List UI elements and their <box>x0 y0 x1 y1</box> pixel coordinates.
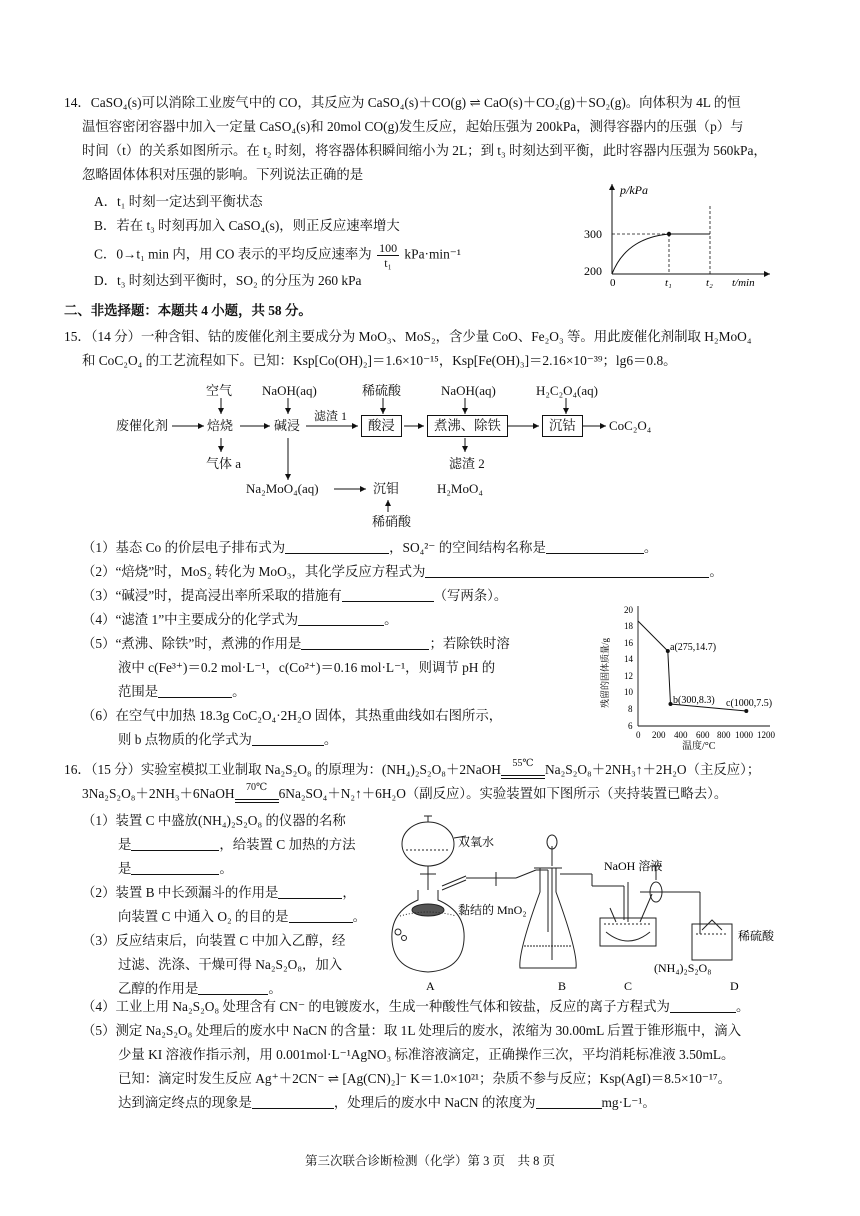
flow-product-coc2o4: CoC₂O₄ <box>609 418 652 433</box>
q16-sub-3-text-b: 。 <box>268 981 282 996</box>
q15-sub-3-text-b: （写两条）。 <box>433 588 508 603</box>
apparatus-b <box>520 835 624 968</box>
tg-ytick-14: 14 <box>624 654 633 664</box>
q16-sub-2-blank-2[interactable] <box>289 909 353 923</box>
q15-sub-6-text-b: 。 <box>323 732 338 747</box>
q16-sub-1-text-a: 是 <box>118 837 132 852</box>
q16-condition-70-text: 70℃ <box>245 782 268 793</box>
label-acid: 稀硫酸 <box>738 929 775 943</box>
tg-ytick-16: 16 <box>624 638 633 648</box>
q14-x-tick-0: 0 <box>610 277 616 288</box>
q14-x-tick-t2: t₂ <box>706 277 713 288</box>
flow-residue-2: 滤渣 2 <box>449 456 485 471</box>
label-d: D <box>730 979 739 993</box>
q16-sub-5-line-2: 少量 KI 溶液作指示剂，用 0.001mol·L⁻¹AgNO₃ 标准溶液滴定，正确操作三次，平均消耗标准液 3.50mL。 <box>118 1047 735 1062</box>
label-naoh: NaOH 溶液 <box>604 859 663 873</box>
flow-reagent-air: 空气 <box>206 383 233 398</box>
q15-sub-1-blank-2[interactable] <box>546 540 644 554</box>
q14-fraction-numerator: 100 <box>379 241 398 255</box>
tg-xtick-600: 600 <box>696 730 710 740</box>
flow-step-mo-precip: 沉钼 <box>373 481 400 496</box>
tg-ytick-6: 6 <box>628 721 633 731</box>
q16-sub-4-text-b: 。 <box>735 999 750 1014</box>
q15-sub-6-line-1: （6）在空气中加热 18.3g CoC₂O₄·2H₂O 固体，其热重曲线如右图所示， <box>82 708 503 723</box>
tg-x-label: 温度/°C <box>682 741 716 750</box>
q16-sub-1-text-c: 是 <box>118 861 132 876</box>
flow-reagent-naoh-2: NaOH(aq) <box>441 383 496 398</box>
q15-sub-6-blank[interactable] <box>252 732 324 746</box>
q16-sub-3-blank[interactable] <box>198 981 268 995</box>
q16-stem-line-1 <box>64 758 761 779</box>
q15-sub-3-blank[interactable] <box>342 588 434 602</box>
tg-xtick-400: 400 <box>674 730 688 740</box>
tg-label-c: c(1000,7.5) <box>726 698 773 709</box>
q14-fraction-denominator: t₁ <box>384 256 392 270</box>
q15-flow-arrows <box>0 0 860 540</box>
q16-main-reaction-left: 16．（15 分）实验室模拟工业制取 Na₂S₂O₈ 的原理为：(NH₄)₂S₂O₈＋2NaOH <box>64 762 501 777</box>
q16-sub-5-line-1: （5）测定 Na₂S₂O₈ 处理后的废水中 NaCN 的含量：取 1L 处理后的废水，浓缩为 30.00mL 后置于锥形瓶中，滴入 <box>82 1023 742 1038</box>
q15-sub-5-blank-1[interactable] <box>301 636 429 650</box>
q16-condition-70 <box>235 782 279 803</box>
q16-apparatus-diagram <box>384 812 804 996</box>
tg-xtick-0: 0 <box>636 730 641 740</box>
q14-y-label: p/kPa <box>620 183 648 197</box>
q16-sub-2-blank-1[interactable] <box>278 885 342 899</box>
q15-sub-5-text-a: （5）“煮沸、除铁”时，煮沸的作用是 <box>82 636 302 651</box>
tg-point-c <box>744 709 748 713</box>
q16-stem-line-2 <box>82 782 728 803</box>
q16-sub-5-line-3: 已知：滴定时发生反应 Ag⁺＋2CN⁻ ⇌ [Ag(CN)₂]⁻ K＝1.0×10²¹；杂质不参与反应；Ksp(AgI)＝8.5×10⁻¹⁷。 <box>118 1071 732 1086</box>
q15-sub-4-blank[interactable] <box>298 612 384 626</box>
tg-ytick-10: 10 <box>624 687 633 697</box>
tg-y-label: 残留的固体质量/g <box>600 637 610 708</box>
q15-sub-1-text-a: （1）基态 Co 的价层电子排布式为 <box>82 540 286 555</box>
q15-sub-3 <box>82 587 507 605</box>
q16-sub-2-line-2 <box>118 908 366 926</box>
flow-reagent-h2so4: 稀硫酸 <box>362 383 402 398</box>
q16-side-reaction-left: 3Na₂S₂O₈＋2NH₃＋6NaOH <box>82 786 235 801</box>
q14-stem-line-4: 忽略固体体积对压强的影响。下列说法正确的是 <box>82 167 364 182</box>
q14-option-c-unit: kPa·min⁻¹ <box>404 246 461 262</box>
q15-sub-6-text-a: 则 b 点物质的化学式为 <box>118 732 252 747</box>
q15-sub-5-blank-2[interactable] <box>158 684 232 698</box>
q16-condition-55-text: 55℃ <box>512 758 534 769</box>
q14-option-a: A．t₁ 时刻一定达到平衡状态 <box>94 194 263 209</box>
q15-sub-2-text: （2）“焙烧”时，MoS₂ 转化为 MoO₃，其化学反应方程式为 <box>82 564 426 579</box>
flow-reagent-naoh-1: NaOH(aq) <box>262 383 317 398</box>
q14-stem-line-2: 温恒容密闭容器中加入一定量 CaSO₄(s)和 20mol CO(g)发生反应，起始压强为 200kPa，测得容器内的压强（p）与 <box>82 119 744 134</box>
flow-gas-a: 气体 a <box>206 456 242 471</box>
q16-sub-4-text-a: （4）工业上用 Na₂S₂O₈ 处理含有 CN⁻ 的电镀废水，生成一种酸性气体和铵盐，反应的离子方程式为 <box>82 999 670 1014</box>
q15-sub-5-line-2: 液中 c(Fe³⁺)＝0.2 mol·L⁻¹，c(Co²⁺)＝0.16 mol·L⁻¹，则调节 pH 的 <box>118 660 496 675</box>
flow-step-boil: 煮沸、除铁 <box>427 415 508 437</box>
label-h2o2: 双氧水 <box>458 835 495 849</box>
q15-sub-5-line-3 <box>118 683 246 701</box>
q14-y-tick-300: 300 <box>584 227 602 241</box>
q15-sub-4 <box>82 611 397 629</box>
flow-reagent-hno3: 稀硝酸 <box>372 514 412 529</box>
q15-tg-graph <box>586 598 786 750</box>
q16-sub-5-blank-2[interactable] <box>536 1095 602 1109</box>
label-salt: (NH₄)₂S₂O₈ <box>654 961 712 975</box>
q14-stem-line-1: 14．CaSO₄(s)可以消除工业废气中的 CO，其反应为 CaSO₄(s)＋CO(g) ⇌ CaO(s)＋CO₂(g)＋SO₂(g)。向体积为 4L 的恒 <box>64 95 741 110</box>
label-mno2: 黏结的 MnO₂ <box>458 903 527 917</box>
q16-sub-5-line-4 <box>118 1094 656 1112</box>
q15-sub-2-blank[interactable] <box>425 564 709 578</box>
flow-step-precip: 沉钴 <box>542 415 583 437</box>
q15-sub-5-range-text: 范围是 <box>118 684 159 699</box>
q16-sub-2-text-d: 。 <box>352 909 366 924</box>
q15-sub-2 <box>82 563 723 581</box>
q16-sub-5-text-a: 达到滴定终点的现象是 <box>118 1095 252 1110</box>
tg-xtick-800: 800 <box>717 730 731 740</box>
label-b: B <box>558 979 567 993</box>
page-footer: 第三次联合诊断检测（化学）第 3 页 共 8 页 <box>304 1154 555 1168</box>
label-c: C <box>624 979 633 993</box>
tg-ytick-8: 8 <box>628 704 633 714</box>
apparatus-c <box>600 866 700 946</box>
q15-sub-1-blank-1[interactable] <box>285 540 389 554</box>
q15-sub-5-line-1 <box>82 635 510 653</box>
tg-xtick-1200: 1200 <box>757 730 775 740</box>
q16-sub-1-text-d: 。 <box>219 861 233 876</box>
q16-sub-3-line-2: 过滤、洗涤、干燥可得 Na₂S₂O₈，加入 <box>118 957 343 972</box>
flow-start-catalyst: 废催化剂 <box>116 418 169 433</box>
flow-step-roast: 焙烧 <box>207 418 234 433</box>
tg-xtick-200: 200 <box>652 730 666 740</box>
q16-sub-5-blank-1[interactable] <box>252 1095 334 1109</box>
q15-sub-4-text-a: （4）“滤渣 1”中主要成分的化学式为 <box>82 612 299 627</box>
q16-sub-3-line-1: （3）反应结束后，向装置 C 中加入乙醇，经 <box>82 933 346 948</box>
apparatus-d <box>692 920 732 960</box>
q15-sub-3-text-a: （3）“碱浸”时，提高浸出率所采取的措施有 <box>82 588 342 603</box>
flow-reagent-h2c2o4: H₂C₂O₄(aq) <box>536 383 598 398</box>
q14-option-d: D．t₃ 时刻达到平衡时，SO₂ 的分压为 260 kPa <box>94 273 362 288</box>
q15-sub-2-end: 。 <box>709 564 723 579</box>
q16-condition-55 <box>501 758 545 779</box>
q16-sub-1-line-1: （1）装置 C 中盛放(NH₄)₂S₂O₈ 的仪器的名称 <box>82 813 346 828</box>
flow-step-acid: 酸浸 <box>361 415 402 437</box>
q14-x-label: t/min <box>732 277 755 288</box>
q16-main-reaction-right: Na₂S₂O₈＋2NH₃↑＋2H₂O（主反应）； <box>544 762 761 777</box>
tg-label-b: b(300,8.3) <box>673 695 715 706</box>
q16-sub-1-line-3 <box>118 860 233 878</box>
q14-x-tick-t1: t₁ <box>665 277 672 288</box>
q16-sub-1-blank-1[interactable] <box>131 837 219 851</box>
tg-ytick-20: 20 <box>624 605 633 615</box>
q15-stem-line-1: 15．（14 分）一种含钼、钴的废催化剂主要成分为 MoO₃、MoS₂，含少量 CoO、Fe₂O₃ 等。用此废催化剂制取 H₂MoO₄ <box>64 329 752 344</box>
q16-sub-2-text-b: ， <box>342 885 356 900</box>
q15-sub-6-line-2 <box>118 731 337 749</box>
tg-point-b <box>669 702 673 706</box>
q16-sub-3-text-a: 乙醇的作用是 <box>118 981 199 996</box>
q14-y-tick-200: 200 <box>584 264 602 278</box>
q14-option-b: B．若在 t₃ 时刻再加入 CaSO₄(s)，则正反应速率增大 <box>94 218 400 233</box>
q16-sub-3-line-3 <box>118 980 282 998</box>
tg-ytick-18: 18 <box>624 621 633 631</box>
label-a: A <box>426 979 435 993</box>
q16-sub-5-text-c: mg·L⁻¹。 <box>601 1095 656 1110</box>
q15-sub-5-range-end: 。 <box>232 684 246 699</box>
q16-sub-1-blank-2[interactable] <box>131 861 219 875</box>
q15-sub-1-text-c: 。 <box>643 540 658 555</box>
q16-sub-1-text-b: ，给装置 C 加热的方法 <box>219 837 356 852</box>
q15-flowchart <box>0 0 860 540</box>
tg-xtick-1000: 1000 <box>735 730 753 740</box>
q15-sub-4-text-b: 。 <box>384 612 398 627</box>
flow-h2moo4: H₂MoO₄ <box>437 481 483 496</box>
q16-side-reaction-right: 6Na₂SO₄＋N₂↑＋6H₂O（副反应）。实验装置如下图所示（夹持装置已略去）。 <box>278 786 728 801</box>
q14-option-c-text: C．0→t₁ min 内，用 CO 表示的平均反应速率为 <box>94 246 372 262</box>
q16-sub-2-text-c: 向装置 C 中通入 O₂ 的目的是 <box>118 909 289 924</box>
q16-sub-4 <box>82 998 749 1016</box>
flow-na2moo4: Na₂MoO₄(aq) <box>246 481 319 496</box>
q15-stem-line-2: 和 CoC₂O₄ 的工艺流程如下。已知：Ksp[Co(OH)₂]＝1.6×10⁻¹⁵，Ksp[Fe(OH)₃]＝2.16×10⁻³⁹；lg6＝0.8。 <box>82 353 677 368</box>
q16-sub-4-blank[interactable] <box>670 999 736 1013</box>
section-2-heading: 二、非选择题：本题共 4 小题，共 58 分。 <box>64 303 312 318</box>
q16-sub-2-text-a: （2）装置 B 中长颈漏斗的作用是 <box>82 885 279 900</box>
q15-sub-1 <box>82 539 657 557</box>
tg-label-a: a(275,14.7) <box>670 642 717 653</box>
tg-ytick-12: 12 <box>624 671 633 681</box>
q16-sub-5-text-b: ，处理后的废水中 NaCN 的浓度为 <box>333 1095 536 1110</box>
flow-step-alkali: 碱浸 <box>274 418 301 433</box>
q16-sub-1-line-2 <box>118 836 356 854</box>
flow-residue-1: 滤渣 1 <box>314 409 348 423</box>
q14-stem-line-3: 时间（t）的关系如图所示。在 t₂ 时刻，将容器体积瞬间缩小为 2L；到 t₃ 时刻达到平衡，此时容器内压强为 560kPa， <box>82 143 767 158</box>
q16-sub-2-line-1 <box>82 884 356 902</box>
q15-sub-5-text-b: ；若除铁时溶 <box>429 636 510 651</box>
q15-sub-1-text-b: ，SO₄²⁻ 的空间结构名称是 <box>389 540 546 555</box>
